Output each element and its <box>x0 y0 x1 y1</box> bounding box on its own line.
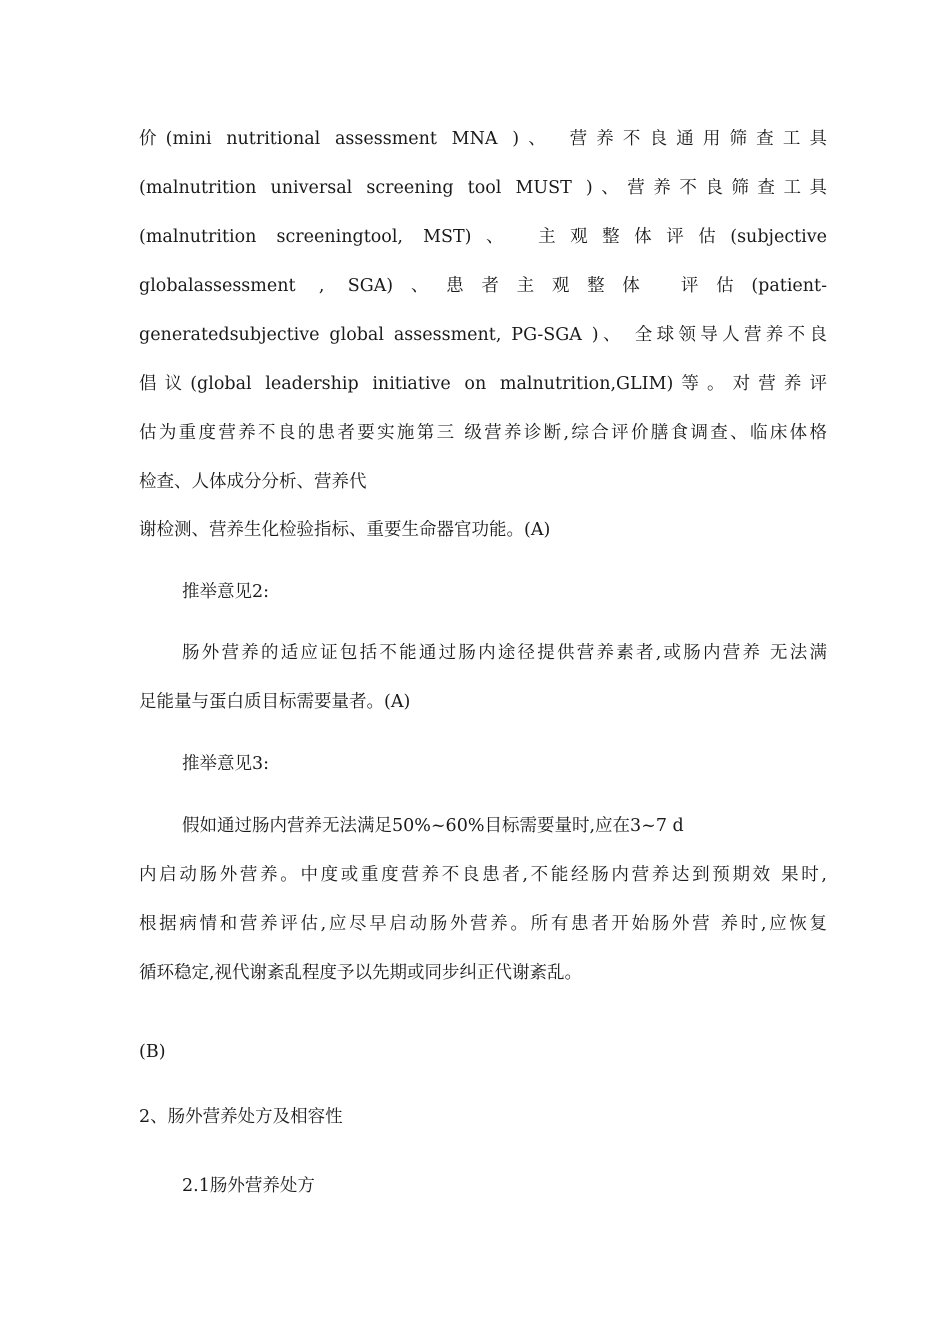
recommendation-heading: 推举意见2: <box>182 582 270 602</box>
subsection-heading: 2.1肠外营养处方 <box>182 1176 315 1196</box>
paragraph-line: 假如通过肠内营养无法满足50%~60%目标需要量时,应在3~7 d <box>182 816 684 836</box>
paragraph-line: 倡议(global leadership initiative on malnutrition,GLIM)等。对营养评 <box>139 374 827 394</box>
paragraph-line: 估为重度营养不良的患者要实施第三 级营养诊断,综合评价膳食调查、临床体格 <box>139 423 827 443</box>
paragraph-line: generatedsubjective global assessment, PG-SGA )、 全球领导人营养不良 <box>139 325 827 345</box>
paragraph-line: 根据病情和营养评估,应尽早启动肠外营养。所有患者开始肠外营 养时,应恢复 <box>139 914 827 934</box>
paragraph-line: (malnutrition screeningtool, MST)、 主观整体评估(subjective <box>139 227 827 247</box>
paragraph-line: 循环稳定,视代谢紊乱程度予以先期或同步纠正代谢紊乱。 <box>139 963 583 983</box>
evidence-grade: (B) <box>139 1042 166 1062</box>
section-heading: 2、肠外营养处方及相容性 <box>139 1107 343 1127</box>
paragraph-line: 检查、人体成分分析、营养代 <box>139 472 367 492</box>
paragraph-line: 价(mini nutritional assessment MNA )、 营养不良通用筛查工具 <box>139 129 827 149</box>
paragraph-line: 肠外营养的适应证包括不能通过肠内途径提供营养素者,或肠内营养 无法满 <box>182 643 827 663</box>
paragraph-line: globalassessment , SGA)、患者主观整体 评估(patient- <box>139 276 827 296</box>
recommendation-heading: 推举意见3: <box>182 754 270 774</box>
paragraph-line: 内启动肠外营养。中度或重度营养不良患者,不能经肠内营养达到预期效 果时, <box>139 865 827 885</box>
paragraph-line: (malnutrition universal screening tool MUST )、营养不良筛查工具 <box>139 178 827 198</box>
paragraph-line: 足能量与蛋白质目标需要量者。(A) <box>139 692 411 712</box>
paragraph-line: 谢检测、营养生化检验指标、重要生命器官功能。(A) <box>139 520 551 540</box>
